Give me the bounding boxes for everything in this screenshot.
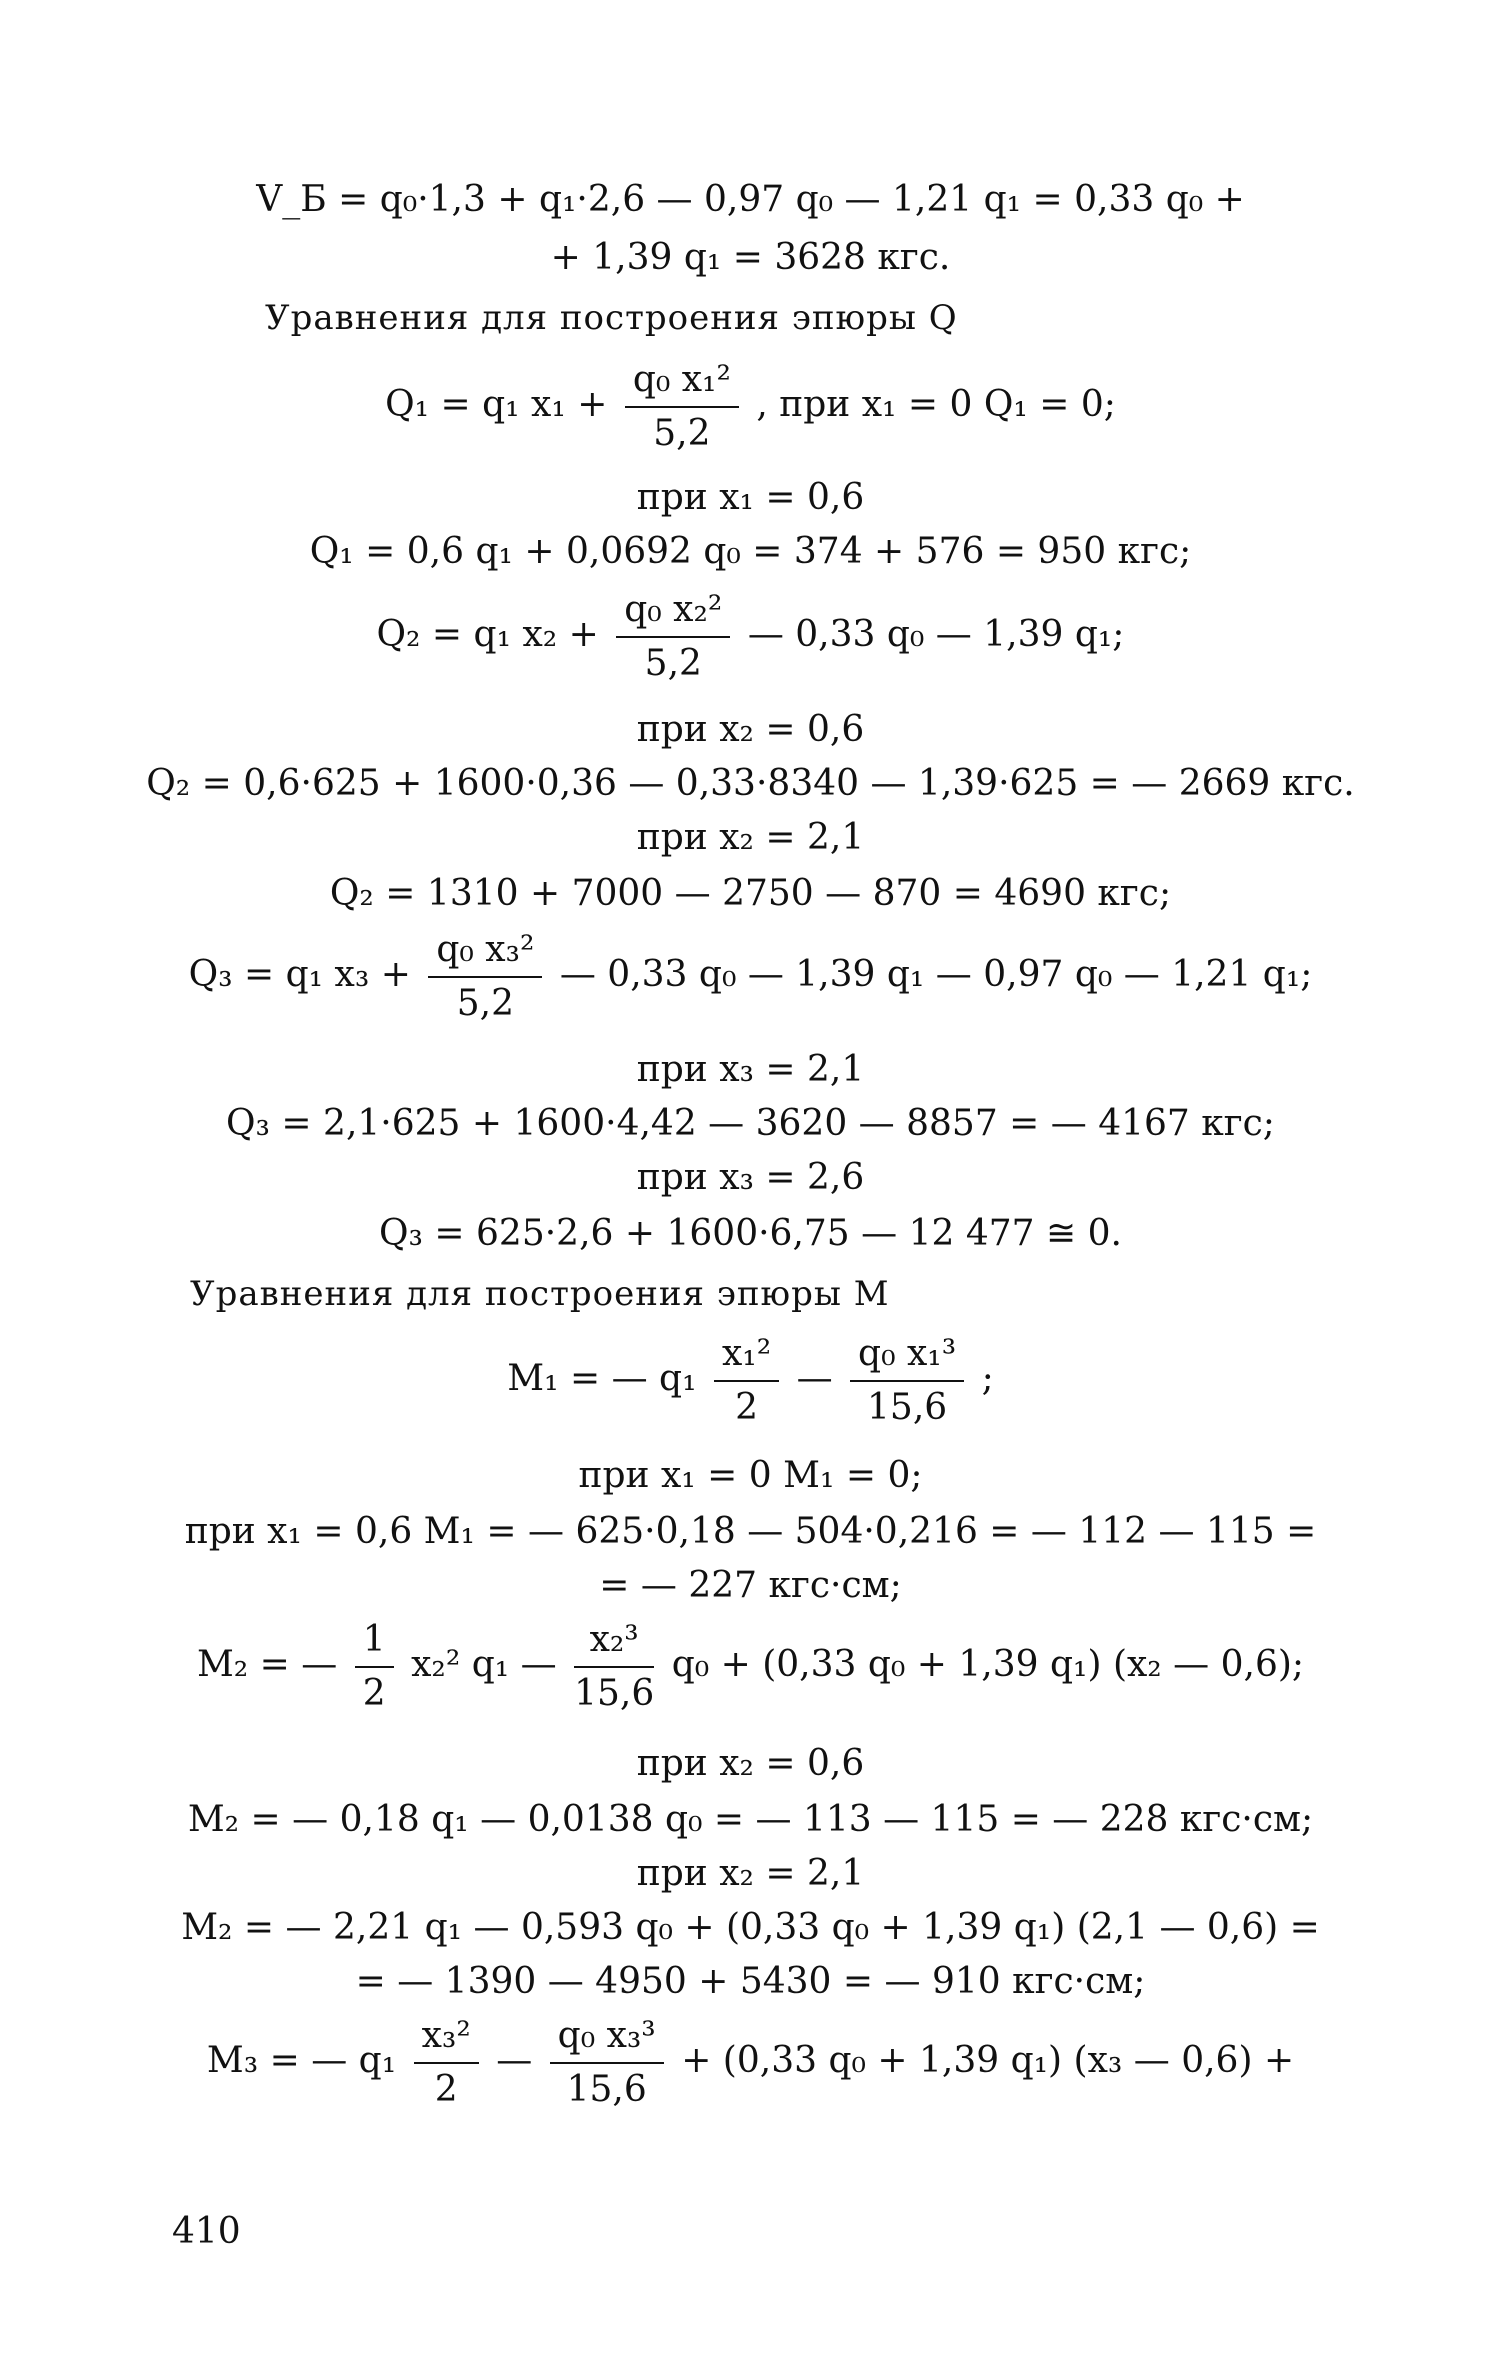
q2-numerator: q₀ x₂² bbox=[616, 590, 730, 638]
q1-right: , при x₁ = 0 Q₁ = 0; bbox=[756, 384, 1116, 425]
equation-m2 bbox=[0, 1620, 1501, 1714]
m1-end: ; bbox=[981, 1358, 994, 1399]
equation-q3-value-a: Q₃ = 2,1·625 + 1600·4,42 — 3620 — 8857 = — 4167 кгс; bbox=[226, 1103, 1275, 1144]
q3-right: — 0,33 q₀ — 1,39 q₁ — 0,97 q₀ — 1,21 q₁; bbox=[559, 954, 1313, 995]
q1-denominator: 5,2 bbox=[653, 413, 711, 454]
m1-fraction-a bbox=[714, 1334, 779, 1428]
equation-q2-value-a: Q₂ = 0,6·625 + 1600·0,36 — 0,33·8340 — 1,39·625 = — 2669 кгс. bbox=[146, 763, 1355, 804]
m3-fraction-b bbox=[550, 2016, 664, 2110]
m2-middle: x₂² q₁ — bbox=[411, 1644, 557, 1685]
equation-q2-value-b: Q₂ = 1310 + 7000 — 2750 — 870 = 4690 кгс; bbox=[329, 873, 1172, 914]
condition-x2-06-m: при x₂ = 0,6 bbox=[636, 1743, 865, 1784]
m1-minus: — bbox=[796, 1358, 833, 1399]
q1-fraction bbox=[625, 360, 739, 454]
q1-left: Q₁ = q₁ x₁ + bbox=[385, 384, 608, 425]
equation-q1 bbox=[0, 360, 1501, 454]
heading-m-diagram: Уравнения для построения эпюры M bbox=[190, 1274, 890, 1314]
condition-x1-0-m: при x₁ = 0 M₁ = 0; bbox=[578, 1455, 923, 1496]
equation-vb-line1: V_Б = q₀·1,3 + q₁·2,6 — 0,97 q₀ — 1,21 q₁ = 0,33 q₀ + bbox=[256, 179, 1245, 220]
q1-numerator: q₀ x₁² bbox=[625, 360, 739, 408]
m2-left: M₂ = — bbox=[196, 1644, 338, 1685]
m1-left: M₁ = — q₁ bbox=[507, 1358, 697, 1399]
page-number: 410 bbox=[172, 2211, 241, 2252]
q3-left: Q₃ = q₁ x₃ + bbox=[188, 954, 411, 995]
q2-right: — 0,33 q₀ — 1,39 q₁; bbox=[747, 614, 1125, 655]
condition-x2-06: при x₂ = 0,6 bbox=[636, 709, 865, 750]
equation-m1-value-cont: = — 227 кгс·см; bbox=[599, 1565, 902, 1606]
equation-m1 bbox=[0, 1334, 1501, 1428]
m3-numerator-b: q₀ x₃³ bbox=[550, 2016, 664, 2064]
m2-fraction-b bbox=[574, 1620, 654, 1714]
condition-x1-06: при x₁ = 0,6 bbox=[636, 477, 865, 518]
m2-right: q₀ + (0,33 q₀ + 1,39 q₁) (x₂ — 0,6); bbox=[671, 1644, 1305, 1685]
m1-denominator-b: 15,6 bbox=[867, 1387, 948, 1428]
q3-fraction bbox=[428, 930, 542, 1024]
q3-denominator: 5,2 bbox=[456, 983, 514, 1024]
equation-m1-value: при x₁ = 0,6 M₁ = — 625·0,18 — 504·0,216 = — 112 — 115 = bbox=[184, 1511, 1317, 1552]
heading-q-diagram: Уравнения для построения эпюры Q bbox=[265, 298, 958, 338]
condition-x3-21: при x₃ = 2,1 bbox=[636, 1049, 865, 1090]
equation-vb-line2: + 1,39 q₁ = 3628 кгс. bbox=[550, 237, 951, 278]
equation-q1-value: Q₁ = 0,6 q₁ + 0,0692 q₀ = 374 + 576 = 950 кгс; bbox=[309, 531, 1192, 572]
condition-x3-26: при x₃ = 2,6 bbox=[636, 1157, 865, 1198]
equation-m2-value-b: M₂ = — 2,21 q₁ — 0,593 q₀ + (0,33 q₀ + 1,39 q₁) (2,1 — 0,6) = bbox=[181, 1907, 1320, 1948]
m2-denominator-b: 15,6 bbox=[574, 1673, 655, 1714]
m3-right: + (0,33 q₀ + 1,39 q₁) (x₃ — 0,6) + bbox=[681, 2040, 1295, 2081]
m3-numerator-a: x₃² bbox=[414, 2016, 479, 2064]
q2-left: Q₂ = q₁ x₂ + bbox=[376, 614, 599, 655]
condition-x2-21: при x₂ = 2,1 bbox=[636, 817, 865, 858]
m2-denominator-a: 2 bbox=[362, 1673, 386, 1714]
equation-m3 bbox=[0, 2016, 1501, 2110]
equation-q2 bbox=[0, 590, 1501, 684]
m1-numerator-a: x₁² bbox=[714, 1334, 779, 1382]
m2-numerator-a: 1 bbox=[355, 1620, 394, 1668]
m3-denominator-a: 2 bbox=[434, 2069, 458, 2110]
m1-numerator-b: q₀ x₁³ bbox=[850, 1334, 964, 1382]
m3-left: M₃ = — q₁ bbox=[206, 2040, 397, 2081]
m2-fraction-a bbox=[355, 1620, 394, 1714]
m1-fraction-b bbox=[850, 1334, 964, 1428]
q2-denominator: 5,2 bbox=[644, 643, 702, 684]
m1-denominator-a: 2 bbox=[735, 1387, 758, 1428]
m3-denominator-b: 15,6 bbox=[566, 2069, 647, 2110]
q3-numerator: q₀ x₃² bbox=[428, 930, 542, 978]
m3-minus: — bbox=[496, 2040, 533, 2081]
equation-m2-value-b-cont: = — 1390 — 4950 + 5430 = — 910 кгс·см; bbox=[355, 1961, 1146, 2002]
q2-fraction bbox=[616, 590, 730, 684]
equation-q3-value-b: Q₃ = 625·2,6 + 1600·6,75 — 12 477 ≅ 0. bbox=[379, 1213, 1122, 1254]
m2-numerator-b: x₂³ bbox=[574, 1620, 654, 1668]
m3-fraction-a bbox=[414, 2016, 479, 2110]
equation-m2-value-a: M₂ = — 0,18 q₁ — 0,0138 q₀ = — 113 — 115 = — 228 кгс·см; bbox=[187, 1799, 1314, 1840]
equation-q3 bbox=[0, 930, 1501, 1024]
condition-x2-21-m: при x₂ = 2,1 bbox=[636, 1853, 865, 1894]
